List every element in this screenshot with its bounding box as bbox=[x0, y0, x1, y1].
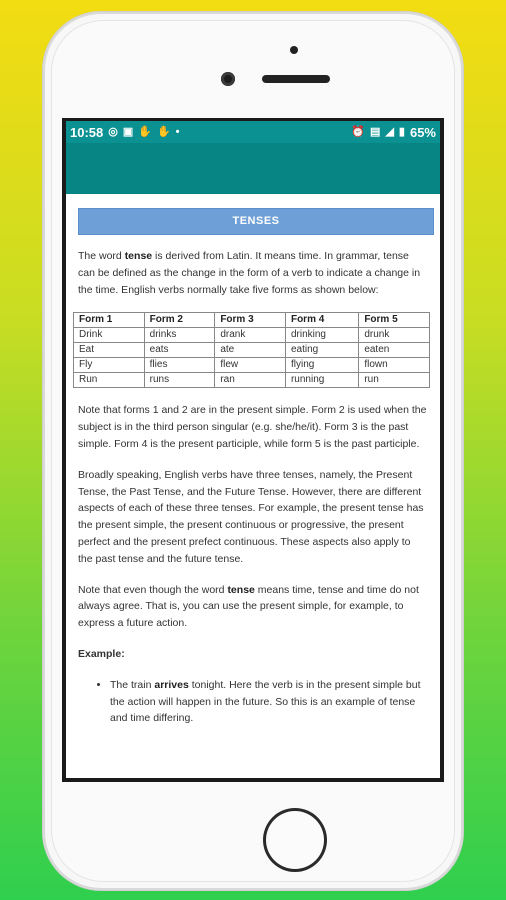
table-header: Form 2 bbox=[144, 313, 215, 328]
tense-time-paragraph: Note that even though the word tense means time, tense and time do not always agree. That is, you can use the present simple, for example, to express a future action. bbox=[78, 583, 419, 630]
phone-screen bbox=[62, 118, 444, 782]
app-bar bbox=[66, 143, 440, 194]
signal-icon: ◢ bbox=[385, 125, 394, 138]
table-cell: Eat bbox=[74, 343, 145, 358]
table-cell: flies bbox=[144, 358, 215, 373]
whatsapp-icon: ◎ bbox=[108, 125, 118, 138]
table-cell: flown bbox=[359, 358, 430, 373]
sensor-dot bbox=[290, 46, 298, 54]
table-cell: drinks bbox=[144, 328, 215, 343]
table-header: Form 4 bbox=[285, 313, 358, 328]
table-header: Form 5 bbox=[359, 313, 430, 328]
status-time: 10:58 bbox=[70, 124, 104, 140]
verb-forms-table bbox=[73, 312, 430, 388]
document bbox=[78, 208, 434, 727]
earpiece-speaker bbox=[262, 75, 330, 83]
example-list bbox=[78, 677, 428, 727]
table-cell: running bbox=[285, 373, 358, 388]
document-view[interactable] bbox=[66, 194, 440, 778]
tenses-paragraph: Broadly speaking, English verbs have three tenses, namely, the Present Tense, the Past Tense, and the Future Tense. However, there are different aspects of each of these three tenses. For example, the present tense has the present simple, the present continuous or progressive, the present perfect and the present prefect continuous. These aspects also apply to the past tense and the future tense. bbox=[78, 468, 424, 565]
table-cell: eating bbox=[285, 343, 358, 358]
table-header: Form 3 bbox=[215, 313, 286, 328]
clipboard-icon: ▣ bbox=[122, 125, 134, 138]
table-cell: Drink bbox=[74, 328, 145, 343]
table-cell: run bbox=[359, 373, 430, 388]
table-row bbox=[74, 358, 430, 373]
table-header: Form 1 bbox=[74, 313, 145, 328]
example-label: Example: bbox=[78, 647, 125, 660]
table-cell: flying bbox=[285, 358, 358, 373]
table-cell: eaten bbox=[359, 343, 430, 358]
hand-icon: ✋ bbox=[156, 125, 171, 138]
dot-icon: • bbox=[175, 125, 180, 138]
table-cell: ate bbox=[215, 343, 286, 358]
table-cell: runs bbox=[144, 373, 215, 388]
list-item: • The train arrives tonight. Here the verb is in the present simple but the action will happen in the future. So this is an example of tense and time differing. bbox=[110, 677, 428, 727]
table-cell: drank bbox=[215, 328, 286, 343]
intro-paragraph: The word tense is derived from Latin. It means time. In grammar, tense can be defined as the change in the form of a verb to indicate a change in the time. English verbs normally take five forms as shown below: bbox=[78, 250, 421, 296]
status-bar bbox=[66, 121, 440, 143]
table-cell: drunk bbox=[359, 328, 430, 343]
table-row bbox=[74, 373, 430, 388]
table-cell: drinking bbox=[285, 328, 358, 343]
table-cell: Fly bbox=[74, 358, 145, 373]
front-camera bbox=[221, 72, 235, 86]
table-header-row bbox=[74, 313, 430, 328]
forms-note-paragraph: Note that forms 1 and 2 are in the present simple. Form 2 is used when the subject is in the third person singular (e.g. she/he/it). Form 3 is the past simple. Form 4 is the present participle, while form 5 is the past participle. bbox=[78, 404, 427, 450]
table-cell: Run bbox=[74, 373, 145, 388]
sms-icon: ▤ bbox=[370, 125, 381, 138]
battery-percent: 65% bbox=[409, 124, 436, 140]
alarm-icon: ⏰ bbox=[351, 125, 366, 138]
table-cell: ran bbox=[215, 373, 286, 388]
table-row bbox=[74, 343, 430, 358]
battery-icon: ▮ bbox=[398, 125, 405, 138]
home-button[interactable] bbox=[263, 808, 327, 872]
hand-icon: ✋ bbox=[138, 125, 152, 138]
table-cell: flew bbox=[215, 358, 286, 373]
table-cell: eats bbox=[144, 343, 215, 358]
table-row bbox=[74, 328, 430, 343]
page-title: TENSES bbox=[78, 208, 434, 235]
